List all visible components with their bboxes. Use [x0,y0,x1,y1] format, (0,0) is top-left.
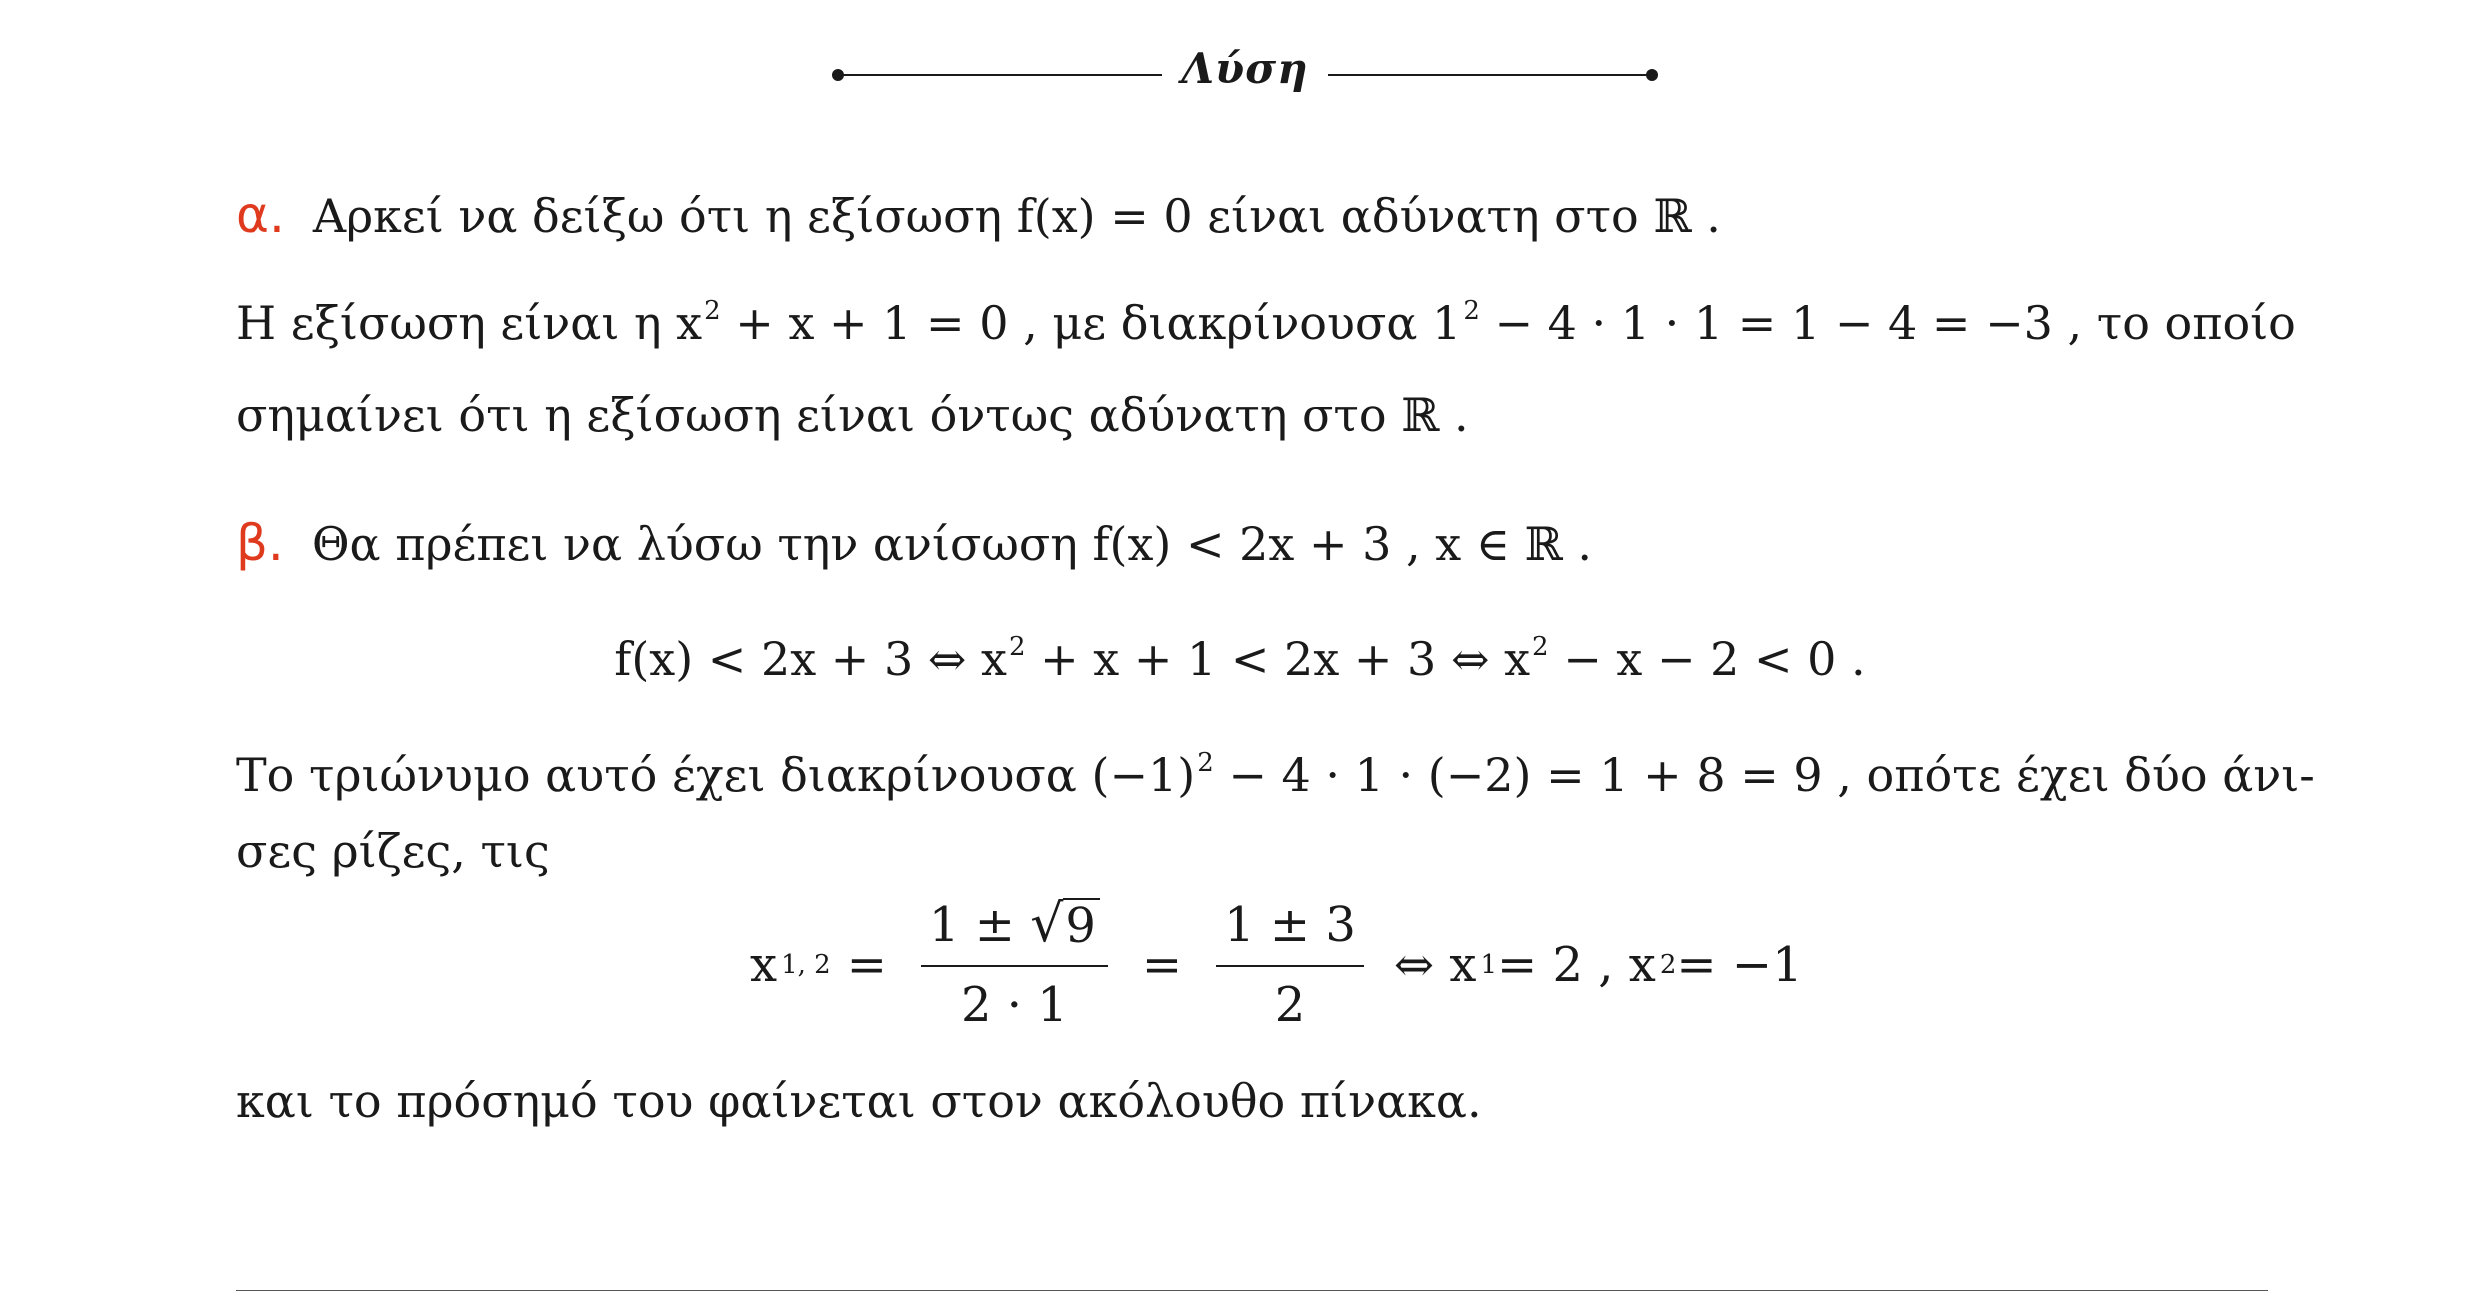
text-segment: + x + 1 = 0 , με διακρίνουσα 1 [720,296,1462,350]
fraction-denominator: 2 [1274,977,1306,1033]
equals-sign: = [846,937,887,993]
exponent: 2 [704,296,721,326]
text-segment: + x + 1 < 2x + 3 ⇔ x [1025,632,1531,686]
root-variable: x [750,937,778,993]
text-segment: − 4 · 1 · 1 = 1 − 4 = −3 , το οποίο [1479,296,2296,350]
part-b-inequality-chain [0,632,2480,686]
fraction-sqrt [921,894,1108,1033]
part-a-discriminant-line [236,296,2296,350]
part-b-statement [236,514,1592,572]
part-a-statement [236,186,1721,244]
text-segment: και το πρόσημό του φαίνεται στον ακόλουθο πίνακα. [236,1074,1482,1128]
exponent: 2 [1197,748,1214,778]
text-segment: − 4 · 1 · (−2) = 1 + 8 = 9 , οπότε έχει δύο άνι- [1213,748,2315,802]
footer-rule [236,1290,2268,1291]
part-a-line1: Αρκεί να δείξω ότι η εξίσωση f(x) = 0 είναι αδύνατη στο ℝ . [312,189,1721,243]
part-b-closing [236,1074,1482,1128]
header-title: Λύση [1181,44,1309,93]
part-b-discriminant-line [236,748,2315,802]
text-segment: Η εξίσωση είναι η x [236,296,703,350]
part-a-marker: α. [236,186,285,244]
header-dot-right [1646,69,1658,81]
text-segment: σες ρίζες, τις [236,824,550,878]
equals-sign: = [1141,937,1183,993]
exponent: 2 [1463,296,1480,326]
fraction-denominator: 2 · 1 [960,977,1068,1033]
part-b-line1: Θα πρέπει να λύσω την ανίσωση f(x) < 2x + 3 , x ∈ ℝ . [311,517,1592,571]
fraction-numerator: 1 ± 3 [1216,897,1364,967]
part-b-marker: β. [236,514,284,572]
header-rule-left [838,74,1162,76]
fraction-numerator [921,894,1108,967]
text-segment: σημαίνει ότι η εξίσωση είναι όντως αδύνατη στο ℝ . [236,388,1469,442]
text-segment: = 2 , x [1497,937,1656,993]
solution-header [830,40,1660,110]
text-segment: − x − 2 < 0 . [1548,632,1866,686]
radicand: 9 [1063,898,1100,950]
part-b-discriminant-line2 [236,824,550,878]
fraction-simplified [1216,897,1364,1033]
exponent: 2 [1532,632,1549,662]
text-segment: f(x) < 2x + 3 ⇔ x [614,632,1007,686]
part-a-conclusion [236,388,1469,442]
text-segment: = −1 [1676,937,1803,993]
text-segment: ⇔ x [1393,937,1477,993]
text-segment: 1 ± [928,897,1015,953]
header-rule-right [1328,74,1652,76]
text-segment: Το τριώνυμο αυτό έχει διακρίνουσα (−1) [236,748,1196,802]
exponent: 2 [1008,632,1026,662]
roots-formula: x 1, 2 = 1 ± √ 9 2 · 1 = $\frac{1 \pm 3}{2}$ ⇔ x 1 = 2 , x 2 = −1 [750,894,1803,1033]
radical-sign: √ [1030,894,1064,954]
sqrt-symbol [1030,894,1100,954]
